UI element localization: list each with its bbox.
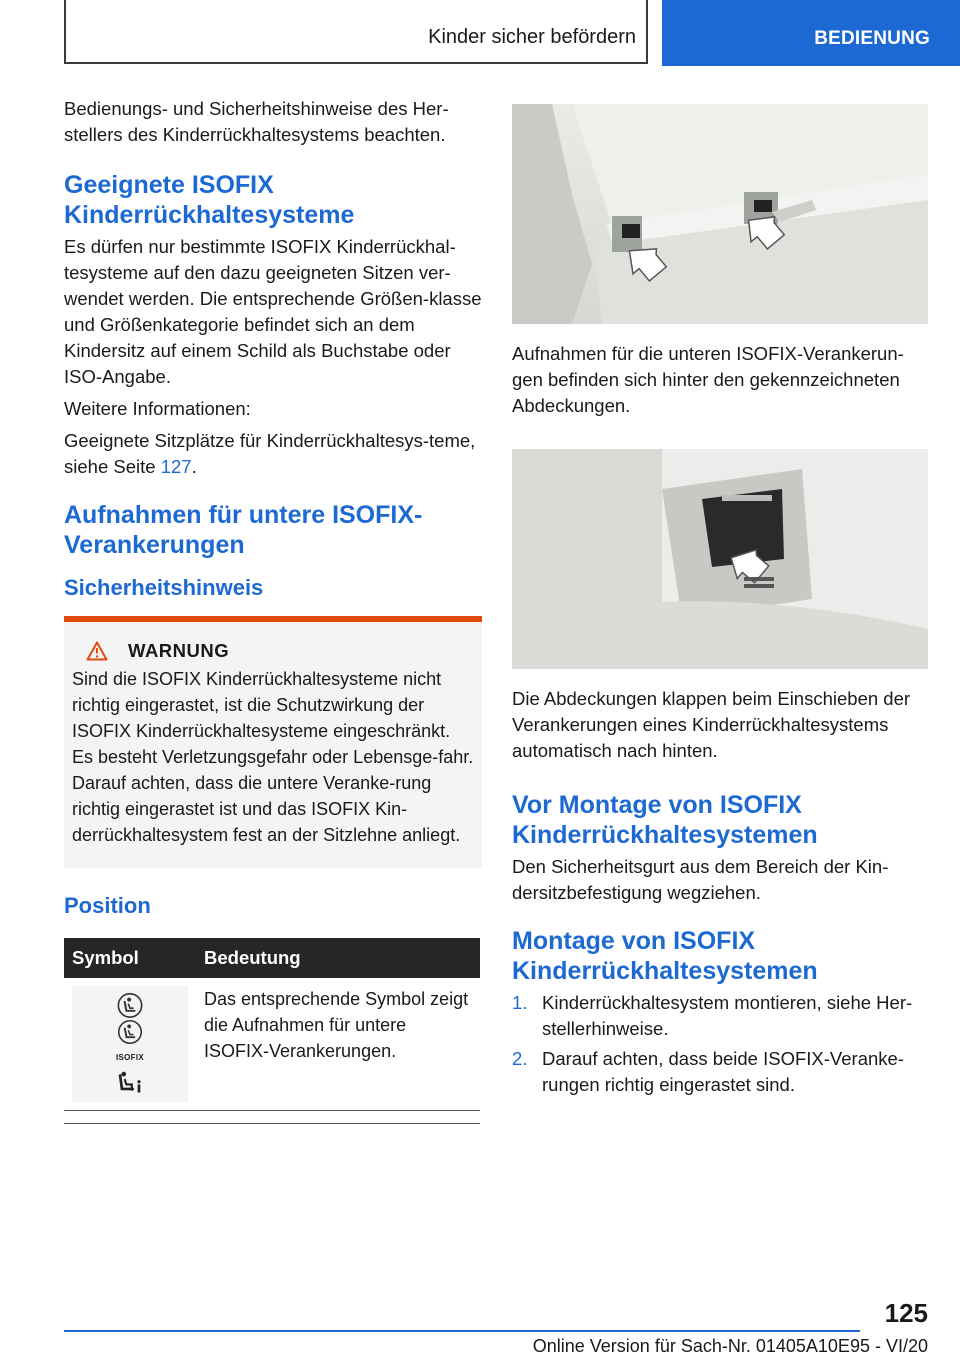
heading-position: Position xyxy=(64,893,151,918)
footer-divider xyxy=(64,1330,860,1332)
more-info-label: Weitere Informationen: xyxy=(64,398,251,419)
step-text: Kinderrückhaltesystem montieren, siehe Her-stellerhinweise. xyxy=(542,992,913,1039)
symbol-cell xyxy=(64,978,196,1111)
list-item xyxy=(512,1046,928,1098)
isofix-labelled-icon xyxy=(116,1019,144,1071)
heading-mounting: Montage von ISOFIX Kinderrückhaltesystemen xyxy=(512,927,818,985)
header-section-title: Kinder sicher befördern xyxy=(428,26,636,48)
header-chapter-label: BEDIENUNG xyxy=(814,28,930,49)
mounting-steps xyxy=(512,990,928,1098)
table-row xyxy=(64,978,480,1111)
heading-safety-note: Sicherheitshinweis xyxy=(64,575,264,600)
page-number: 125 xyxy=(884,1298,928,1328)
suitable-paragraph: Es dürfen nur bestimmte ISOFIX Kinderrückhal-tesysteme auf den dazu geeigneten Sitzen ver-wendet werden. Die entsprechende Größen-klasse und Größenkategorie befindet sich an dem Kindersitz auf einem Schild als Buchstabe oder ISO-Angabe. xyxy=(64,236,482,387)
footer-version-text: Online Version für Sach-Nr. 01405A10E95 - VI/20 xyxy=(532,1336,928,1356)
intro-paragraph: Bedienungs- und Sicherheitshinweise des Her-stellers des Kinderrückhaltesystems beachten. xyxy=(64,98,449,145)
isofix-label: ISOFIX xyxy=(115,1052,145,1062)
page-reference-link[interactable]: 127 xyxy=(160,456,192,477)
table-header-meaning: Bedeutung xyxy=(196,938,480,978)
heading-before-mounting: Vor Montage von ISOFIX Kinderrückhaltesystemen xyxy=(512,791,818,849)
step-number: 2. xyxy=(512,1048,528,1069)
left-column xyxy=(64,96,482,1124)
photo1-caption: Aufnahmen für die unteren ISOFIX-Verankerun-gen befinden sich hinter den gekennzeichneten Abdeckungen. xyxy=(512,343,904,416)
heading-suitable-isofix: Geeignete ISOFIX Kinderrückhaltesysteme xyxy=(64,171,355,229)
right-column xyxy=(512,104,928,1102)
isofix-seat-icon xyxy=(115,992,145,1019)
heading-lower-anchorages: Aufnahmen für untere ISOFIX-Verankerungen xyxy=(64,501,423,559)
before-mounting-paragraph: Den Sicherheitsgurt aus dem Bereich der Kin-dersitzbefestigung wegziehen. xyxy=(512,856,889,903)
warning-header xyxy=(72,640,474,662)
isofix-seat-circle-icon xyxy=(117,1019,143,1045)
step-text: Darauf achten, dass beide ISOFIX-Veranke-rungen richtig eingerastet sind. xyxy=(542,1048,904,1095)
isofix-seat-info-icon xyxy=(115,1071,145,1096)
table-bottom-rule xyxy=(64,1111,480,1124)
step-number: 1. xyxy=(512,992,528,1013)
rear-seat-isofix-photo xyxy=(512,104,928,324)
reference-paragraph: Geeignete Sitzplätze für Kinderrückhaltesys-teme, siehe Seite 127. xyxy=(64,430,476,477)
meaning-cell: Das entsprechende Symbol zeigt die Aufnahmen für untere ISOFIX-Verankerungen. xyxy=(204,989,469,1061)
table-header-row xyxy=(64,938,480,978)
warning-box xyxy=(64,616,482,868)
warning-text: Sind die ISOFIX Kinderrückhaltesysteme nicht richtig eingerastet, ist die Schutzwirkung der ISOFIX Kinderrückhaltesysteme eingeschränkt. Es besteht Verletzungsgefahr oder Lebensge-fahr. Darauf achten, dass die untere Veranke-rung richtig eingerastet ist und das ISOFIX Kin-derrückhaltesystem fest an der Sitzlehne anliegt. xyxy=(72,669,474,845)
symbol-table xyxy=(64,938,480,1111)
table-header-symbol: Symbol xyxy=(64,938,196,978)
photo2-caption: Die Abdeckungen klappen beim Einschieben der Verankerungen eines Kinderrückhaltesystems automatisch nach hinten. xyxy=(512,688,911,761)
isofix-symbols xyxy=(72,986,188,1102)
list-item xyxy=(512,990,928,1042)
isofix-cover-photo xyxy=(512,449,928,669)
warning-triangle-icon xyxy=(86,641,108,661)
warning-title: WARNUNG xyxy=(128,640,230,661)
